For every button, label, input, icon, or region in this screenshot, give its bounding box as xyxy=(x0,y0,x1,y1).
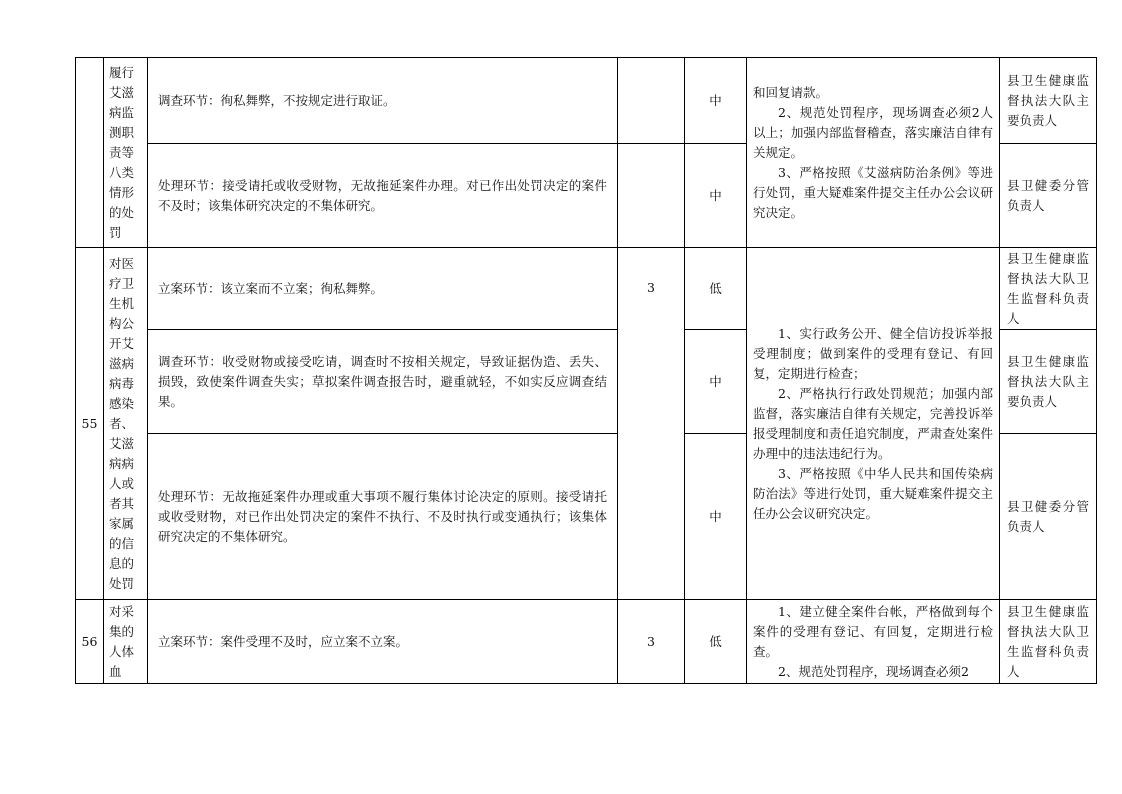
responsible-cell xyxy=(1000,58,1097,144)
measure-item: 2、严格执行行政处罚规范；加强内部监督，落实廉洁自律有关规定，完善投诉举报受理制度和责任追究制度，严肃查处案件办理中的违法违纪行为。 xyxy=(753,385,993,461)
risk-count: 3 xyxy=(647,633,655,649)
risk-level: 低 xyxy=(709,280,722,296)
risk-level: 中 xyxy=(709,92,722,108)
risk-level-cell xyxy=(685,58,747,144)
risk-level-cell xyxy=(685,600,747,684)
risk-link-text: 立案环节：案件受理不及时，应立案不立案。 xyxy=(158,633,409,649)
count-cell xyxy=(618,600,685,684)
risk-link-text: 调查环节：收受财物或接受吃请，调查时不按相关规定，导致证据伪造、丢失、损毁，致使案件调查失实；草拟案件调查报告时，避重就轻，不如实反应调查结果。 xyxy=(158,353,607,409)
row-number-cell xyxy=(76,600,104,684)
risk-link-text: 处理环节：接受请托或收受财物，无故拖延案件办理。对已作出处罚决定的案件不及时；该集体研究决定的不集体研究。 xyxy=(158,177,607,213)
item-name-cell xyxy=(104,248,148,600)
risk-count: 3 xyxy=(647,280,655,295)
risk-level: 中 xyxy=(709,373,722,389)
measures-cell xyxy=(747,58,1000,248)
risk-link-cell xyxy=(148,248,618,330)
measure-item: 1、实行政务公开、健全信访投诉举报受理制度；做到案件的受理有登记、有回复，定期进行检查； xyxy=(753,325,993,381)
responsible-cell xyxy=(1000,434,1097,600)
responsible-cell xyxy=(1000,600,1097,684)
measures-cell xyxy=(747,248,1000,600)
risk-link-text: 调查环节：徇私舞弊，不按规定进行取证。 xyxy=(158,92,396,108)
row-number-cell xyxy=(76,58,104,248)
risk-level-cell xyxy=(685,248,747,330)
count-cell xyxy=(618,58,685,144)
responsible-person: 县卫健委分管负责人 xyxy=(1007,498,1089,534)
count-cell xyxy=(618,248,685,600)
risk-link-cell xyxy=(148,434,618,600)
row-number: 56 xyxy=(81,633,98,649)
item-name: 对医疗卫生机构公开艾滋病病毒感染者、艾滋病病人或者其家属的信息的处罚 xyxy=(109,255,135,591)
measures-cell xyxy=(747,600,1000,684)
measure-item: 3、严格按照《中华人民共和国传染病防治法》等进行处罚，重大疑难案件提交主任办公会议研究决定。 xyxy=(753,465,993,521)
table-row xyxy=(76,58,1097,144)
responsible-cell xyxy=(1000,330,1097,434)
responsible-cell xyxy=(1000,144,1097,248)
risk-link-cell xyxy=(148,600,618,684)
row-number: 55 xyxy=(81,415,98,431)
risk-level-cell xyxy=(685,330,747,434)
responsible-person: 县卫健委分管负责人 xyxy=(1007,177,1089,213)
measure-item: 2、规范处罚程序，现场调查必须2人以上；加强内部监督稽查，落实廉洁自律有关规定。 xyxy=(753,104,993,160)
item-name: 对采集的人体血 xyxy=(109,603,135,679)
count-cell xyxy=(618,144,685,248)
row-number-cell xyxy=(76,248,104,600)
risk-link-text: 处理环节：无故拖延案件办理或重大事项不履行集体讨论决定的原则。接受请托或收受财物，对已作出处罚决定的案件不执行、不及时执行或变通执行；该集体研究决定的不集体研究。 xyxy=(158,488,607,544)
responsible-person: 县卫生健康监督执法大队主要负责人 xyxy=(1007,72,1089,128)
risk-level: 低 xyxy=(709,633,722,649)
risk-level: 中 xyxy=(709,187,722,203)
measure-item: 1、建立健全案件台帐，严格做到每个案件的受理有登记、有回复，定期进行检查。 xyxy=(753,603,993,659)
risk-link-cell xyxy=(148,330,618,434)
risk-level-cell xyxy=(685,434,747,600)
risk-level: 中 xyxy=(709,508,722,524)
responsible-person: 县卫生健康监督执法大队卫生监督科负责人 xyxy=(1007,250,1089,326)
responsible-person: 县卫生健康监督执法大队主要负责人 xyxy=(1007,353,1089,409)
measure-item: 和回复请款。 xyxy=(753,84,829,100)
responsible-cell xyxy=(1000,248,1097,330)
table-row xyxy=(76,248,1097,330)
risk-table xyxy=(75,57,1097,684)
table-row xyxy=(76,600,1097,684)
risk-link-cell xyxy=(148,58,618,144)
item-name-cell xyxy=(104,58,148,248)
responsible-person: 县卫生健康监督执法大队卫生监督科负责人 xyxy=(1007,603,1089,679)
risk-level-cell xyxy=(685,144,747,248)
measure-item: 3、严格按照《艾滋病防治条例》等进行处罚，重大疑难案件提交主任办公会议研究决定。 xyxy=(753,164,993,220)
item-name-cell xyxy=(104,600,148,684)
risk-link-cell xyxy=(148,144,618,248)
risk-link-text: 立案环节：该立案而不立案；徇私舞弊。 xyxy=(158,280,384,296)
item-name: 履行艾滋病监测职责等八类情形的处罚 xyxy=(109,64,135,240)
measure-item: 2、规范处罚程序，现场调查必须2 xyxy=(778,663,969,679)
